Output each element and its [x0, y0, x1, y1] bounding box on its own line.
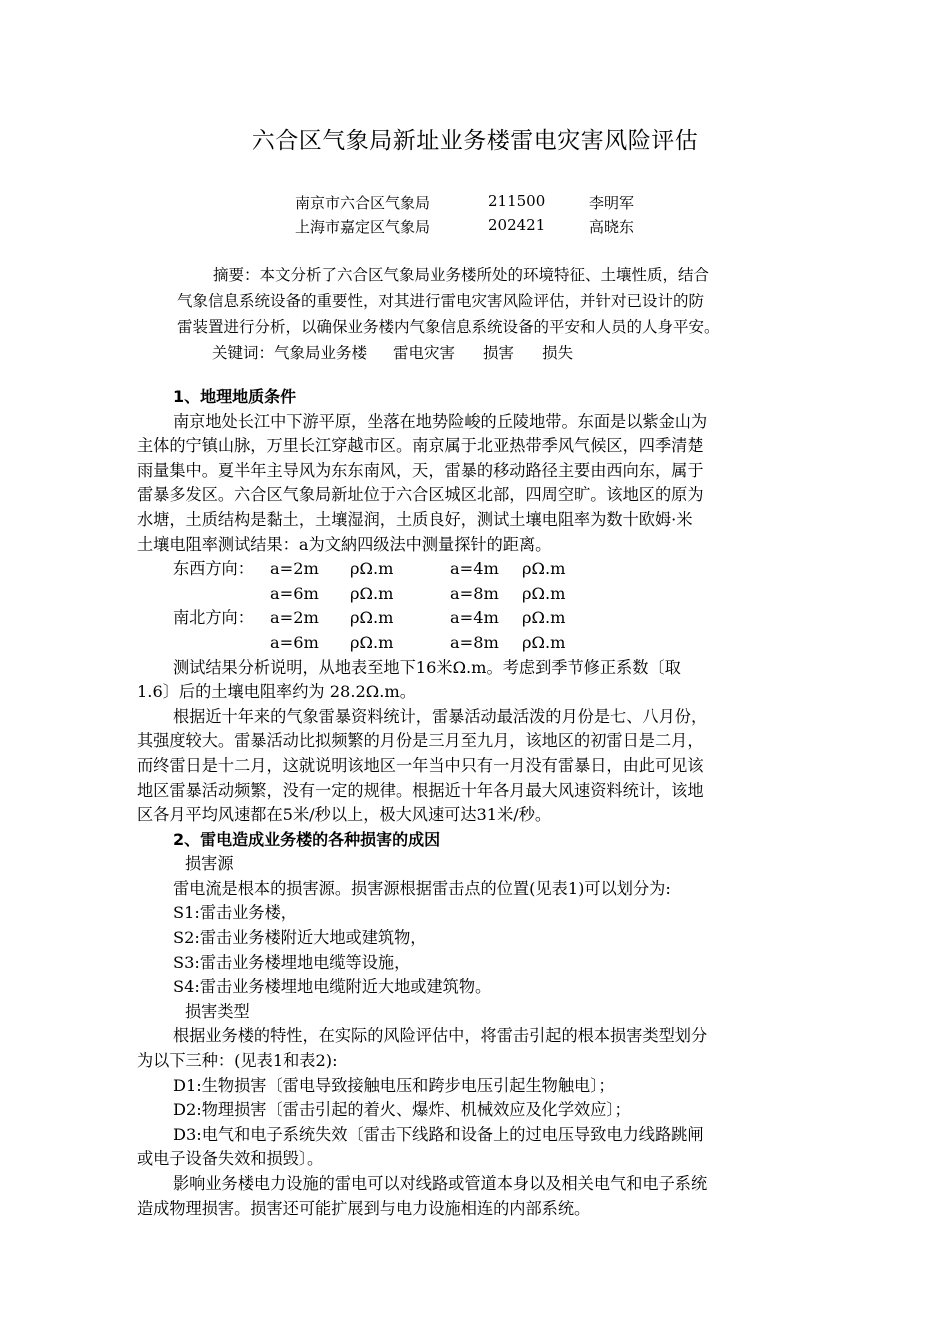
keyword: 损害	[483, 344, 515, 362]
keyword: 雷电灾害	[393, 344, 456, 362]
unit: ρΩ.m	[350, 608, 394, 628]
keyword: 损失	[542, 344, 574, 362]
paragraph-line: 而终雷日是十二月，这就说明该地区一年当中只有一月没有雷暴日，由此可见该	[137, 755, 704, 775]
list-item: S2:雷击业务楼附近大地或建筑物，	[173, 928, 427, 948]
document-title: 六合区气象局新址业务楼雷电灾害风险评估	[251, 128, 699, 154]
list-item: D1:生物损害〔雷电导致接触电压和跨步电压引起生物触电〕；	[173, 1075, 615, 1095]
paragraph-line: 测试结果分析说明，从地表至地下16米Ω.m。考虑到季节修正系数〔取	[173, 657, 681, 677]
author-postcode: 211500	[488, 192, 546, 210]
keywords-label: 关键词：	[212, 344, 275, 362]
list-item: D3:电气和电子系统失效〔雷击下线路和设备上的过电压导致电力线路跳闸	[173, 1124, 704, 1144]
list-item: 或电子设备失效和损毁〕。	[137, 1149, 324, 1169]
section-heading: 1、地理地质条件	[173, 387, 297, 406]
unit: ρΩ.m	[522, 559, 566, 579]
paragraph-line: 1.6〕后的土壤电阻率约为 28.2Ω.m。	[137, 682, 416, 702]
abstract	[177, 262, 767, 340]
abstract-line: 摘要：本文分析了六合区气象局业务楼所处的环境特征、土壤性质，结合	[213, 266, 710, 284]
spacing: a=6m	[270, 632, 319, 652]
spacing: a=8m	[450, 583, 499, 603]
unit: ρΩ.m	[350, 632, 394, 652]
direction-label: 东西方向：	[173, 559, 254, 579]
subheading: 损害源	[185, 854, 234, 874]
unit: ρΩ.m	[350, 559, 394, 579]
list-item: S3:雷击业务楼埋地电缆等设施，	[173, 952, 411, 972]
direction-label: 南北方向：	[173, 608, 254, 628]
paragraph-line: 南京地处长江中下游平原，坐落在地势险峻的丘陵地带。东面是以紫金山为	[173, 411, 708, 431]
list-item: S4:雷击业务楼埋地电缆附近大地或建筑物。	[173, 977, 492, 997]
body-text	[137, 385, 817, 1221]
spacing: a=6m	[270, 583, 319, 603]
abstract-line: 雷装置进行分析，以确保业务楼内气象信息系统设备的平安和人员的人身平安。	[177, 318, 720, 336]
paragraph-line: 水塘，土质结构是黏土，土壤湿润，土质良好，测试土壤电阻率为数十欧姆·米	[137, 509, 693, 529]
paragraph-line: 雨量集中。夏半年主导风为东东南风，天，雷暴的移动路径主要由西向东，属于	[137, 460, 704, 480]
author-postcode: 202421	[488, 216, 546, 234]
unit: ρΩ.m	[522, 608, 566, 628]
author-name: 李明军	[589, 194, 635, 212]
paragraph-line: 影响业务楼电力设施的雷电可以对线路或管道本身以及相关电气和电子系统	[173, 1174, 708, 1193]
section-heading: 2、雷电造成业务楼的各种损害的成因	[173, 829, 441, 849]
resistivity-row	[137, 582, 817, 607]
author-org: 南京市六合区气象局	[295, 194, 431, 212]
spacing: a=2m	[270, 559, 319, 579]
keyword: 气象局业务楼	[274, 344, 368, 362]
resistivity-row	[137, 557, 817, 582]
spacing: a=4m	[450, 559, 499, 579]
resistivity-row	[137, 606, 817, 631]
unit: ρΩ.m	[350, 583, 394, 603]
spacing: a=8m	[450, 632, 499, 652]
abstract-line: 气象信息系统设备的重要性，对其进行雷电灾害风险评估，并针对已设计的防	[177, 292, 705, 310]
paragraph-line: 根据业务楼的特性，在实际的风险评估中，将雷击引起的根本损害类型划分	[173, 1026, 708, 1046]
paragraph-line: 地区雷暴活动频繁，没有一定的规律。根据近十年各月最大风速资料统计，该地	[137, 780, 704, 800]
paragraph-line: 根据近十年来的气象雷暴资料统计，雷暴活动最活泼的月份是七、八月份，	[173, 706, 708, 726]
paragraph-line: 雷电流是根本的损害源。损害源根据雷击点的位置(见表1)可以划分为:	[173, 878, 671, 898]
paragraph-line: 为以下三种：(见表1和表2):	[137, 1051, 338, 1071]
paragraph-line: 其强度较大。雷暴活动比拟频繁的月份是三月至九月，该地区的初雷日是二月，	[137, 731, 704, 751]
paragraph-line: 雷暴多发区。六合区气象局新址位于六合区城区北部，四周空旷。该地区的原为	[137, 485, 704, 505]
spacing: a=4m	[450, 608, 499, 628]
author-org: 上海市嘉定区气象局	[295, 218, 431, 236]
list-item: S1:雷击业务楼，	[173, 903, 297, 923]
resistivity-row	[137, 631, 817, 656]
author-name: 高晓东	[589, 218, 635, 236]
unit: ρΩ.m	[522, 583, 566, 603]
keywords	[212, 341, 573, 363]
paragraph-line: 主体的宁镇山脉，万里长江穿越市区。南京属于北亚热带季风气候区，四季清楚	[137, 436, 704, 456]
paragraph-line: 区各月平均风速都在5米/秒以上，极大风速可达31米/秒。	[137, 805, 552, 825]
list-item: D2:物理损害〔雷击引起的着火、爆炸、机械效应及化学效应〕；	[173, 1100, 631, 1120]
spacing: a=2m	[270, 608, 319, 628]
unit: ρΩ.m	[522, 632, 566, 652]
paragraph-line: 土壤电阻率测试结果：a为文納四级法中测量探针的距离。	[137, 534, 552, 554]
paragraph-line: 造成物理损害。损害还可能扩展到与电力设施相连的内部系统。	[137, 1198, 591, 1218]
subheading: 损害类型	[185, 1001, 250, 1021]
